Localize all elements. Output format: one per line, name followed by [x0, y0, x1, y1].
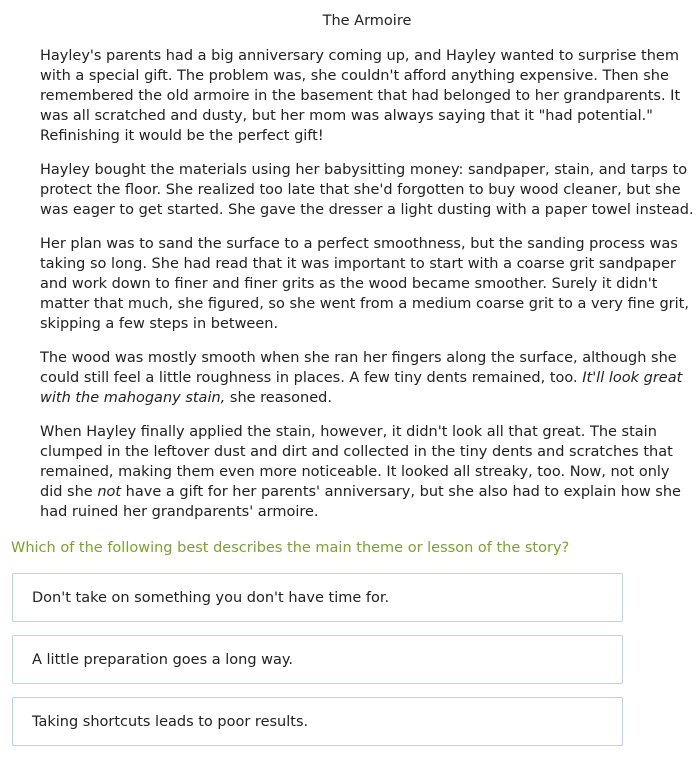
- paragraph-line: Hayley bought the materials using her babysitting money: sandpaper, stain, and tarps to: [40, 162, 688, 178]
- paragraph-line: with a special gift. The problem was, she couldn't afford anything expensive. Then she: [40, 68, 669, 84]
- paragraph: [40, 422, 698, 522]
- answer-choice-2[interactable]: [12, 635, 623, 684]
- paragraph-line: clumped in the leftover dust and dirt and collected in the tiny dents and scratches that: [40, 444, 673, 460]
- paragraph-line: protect the floor. She realized too late that she'd forgotten to buy wood cleaner, but she: [40, 182, 681, 198]
- paragraph-line: The wood was mostly smooth when she ran her fingers along the surface, although she: [40, 350, 677, 366]
- answer-choice-label: Don't take on something you don't have time for.: [32, 589, 390, 606]
- answer-choice-label: Taking shortcuts leads to poor results.: [32, 713, 309, 730]
- emphasis-text: with the mahogany stain,: [40, 390, 226, 406]
- paragraph-line: Her plan was to sand the surface to a perfect smoothness, but the sanding process was: [40, 236, 678, 252]
- paragraph-line: Refinishing it would be the perfect gift!: [40, 128, 324, 144]
- answer-choice-label: A little preparation goes a long way.: [32, 651, 294, 668]
- paragraph-line: could still feel a little roughness in places. A few tiny dents remained, too. It'll look great: [40, 370, 683, 386]
- emphasis-text: not: [97, 484, 122, 500]
- question-prompt: Which of the following best describes the main theme or lesson of the story?: [11, 540, 570, 556]
- paragraph-line: When Hayley finally applied the stain, however, it didn't look all that great. The stain: [40, 424, 657, 440]
- paragraph: [40, 234, 698, 334]
- paragraph-line: matter that much, she figured, so she went from a medium coarse grit to a very fine grit,: [40, 296, 689, 312]
- story-title: The Armoire: [322, 13, 412, 29]
- paragraph: [40, 160, 698, 220]
- paragraph-line: was all scratched and dusty, but her mom was always saying that it "had potential.": [40, 108, 653, 124]
- paragraph-line: was eager to get started. She gave the dresser a light dusting with a paper towel instead.: [40, 202, 694, 218]
- paragraph-line: and work down to finer and finer grits as the wood became smoother. Surely it didn't: [40, 276, 658, 292]
- paragraph-line: skipping a few steps in between.: [40, 316, 279, 332]
- answer-choice-1[interactable]: [12, 573, 623, 622]
- paragraph-line: taking so long. She had read that it was important to start with a coarse grit sandpaper: [40, 256, 676, 272]
- story-passage: [40, 46, 698, 536]
- paragraph-line: Hayley's parents had a big anniversary coming up, and Hayley wanted to surprise them: [40, 48, 679, 64]
- paragraph-line: remained, making them even more noticeable. It looked all streaky, too. Now, not only: [40, 464, 670, 480]
- paragraph-line: did she not have a gift for her parents' anniversary, but she also had to explain how she: [40, 484, 681, 500]
- paragraph: [40, 46, 698, 146]
- paragraph-line: with the mahogany stain, she reasoned.: [40, 390, 332, 406]
- emphasis-text: It'll look great: [582, 370, 683, 386]
- answer-choices: [12, 573, 623, 759]
- answer-choice-3[interactable]: [12, 697, 623, 746]
- paragraph: [40, 348, 698, 408]
- paragraph-line: had ruined her grandparents' armoire.: [40, 504, 319, 520]
- paragraph-line: remembered the old armoire in the basement that had belonged to her grandparents. It: [40, 88, 681, 104]
